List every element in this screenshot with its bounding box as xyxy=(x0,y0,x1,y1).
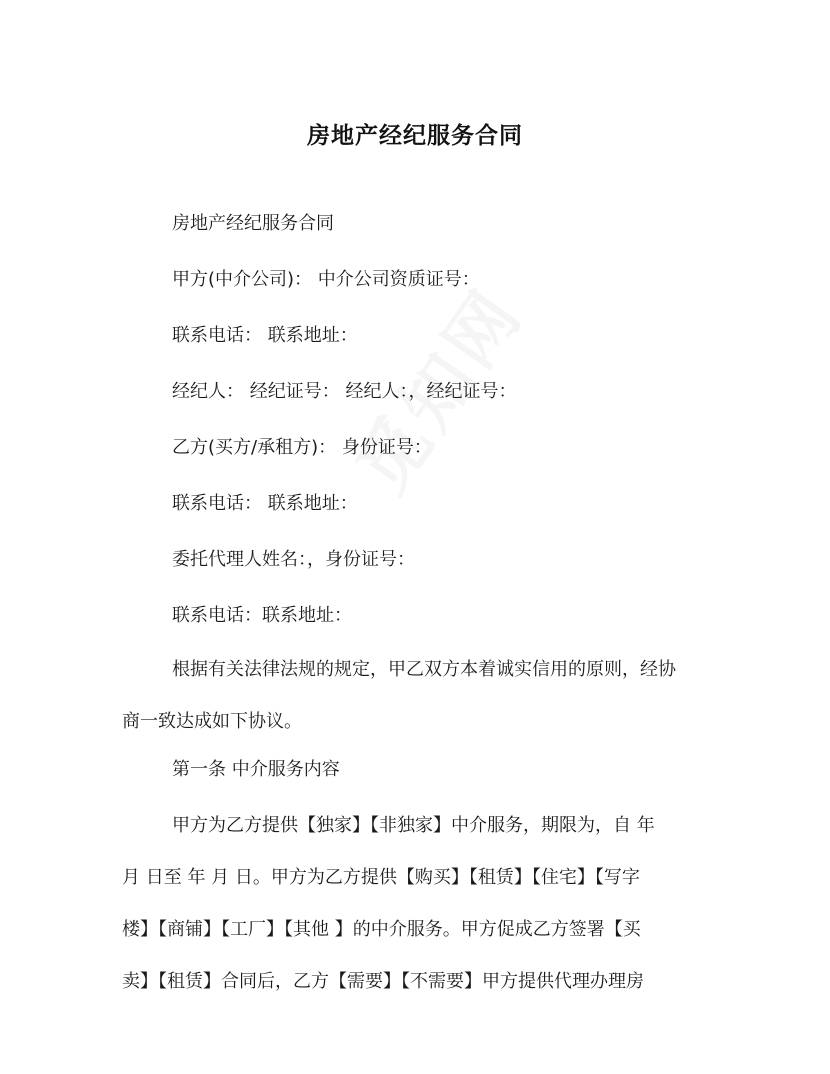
document-title: 房地产经纪服务合同 xyxy=(307,123,523,149)
paragraph-party-b-contact: 联系电话： 联系地址： xyxy=(172,493,358,514)
article1-line: 卖】【租赁】合同后，乙方【需要】【不需要】甲方提供代理办理房 xyxy=(122,971,644,992)
principle-line: 根据有关法律法规的规定，甲乙双方本着诚实信用的原则，经协 xyxy=(172,659,676,680)
article1-line: 月 日至 年 月 日。甲方为乙方提供【购买】【租赁】【住宅】【写字 xyxy=(122,867,640,888)
article1-heading: 第一条 中介服务内容 xyxy=(172,759,340,780)
paragraph-broker: 经纪人： 经纪证号： 经纪人：，经纪证号： xyxy=(172,381,517,402)
paragraph-party-a-contact: 联系电话： 联系地址： xyxy=(172,325,358,346)
paragraph-principle xyxy=(122,656,712,736)
paragraph-agent-contact: 联系电话：联系地址： xyxy=(172,605,352,626)
principle-line: 商一致达成如下协议。 xyxy=(122,711,302,732)
paragraph-party-b: 乙方(买方/承租方)： 身份证号： xyxy=(172,437,432,458)
article1-body xyxy=(122,812,712,996)
article1-line: 甲方为乙方提供【独家】【非独家】中介服务，期限为，自 年 xyxy=(172,815,655,836)
paragraph-contract-name: 房地产经纪服务合同 xyxy=(172,213,334,234)
article1-line: 楼】【商铺】【工厂】【其他 】的中介服务。甲方促成乙方签署【买 xyxy=(122,919,641,940)
paragraph-agent: 委托代理人姓名：，身份证号： xyxy=(172,549,415,570)
paragraph-party-a: 甲方(中介公司)： 中介公司资质证号： xyxy=(172,269,480,290)
